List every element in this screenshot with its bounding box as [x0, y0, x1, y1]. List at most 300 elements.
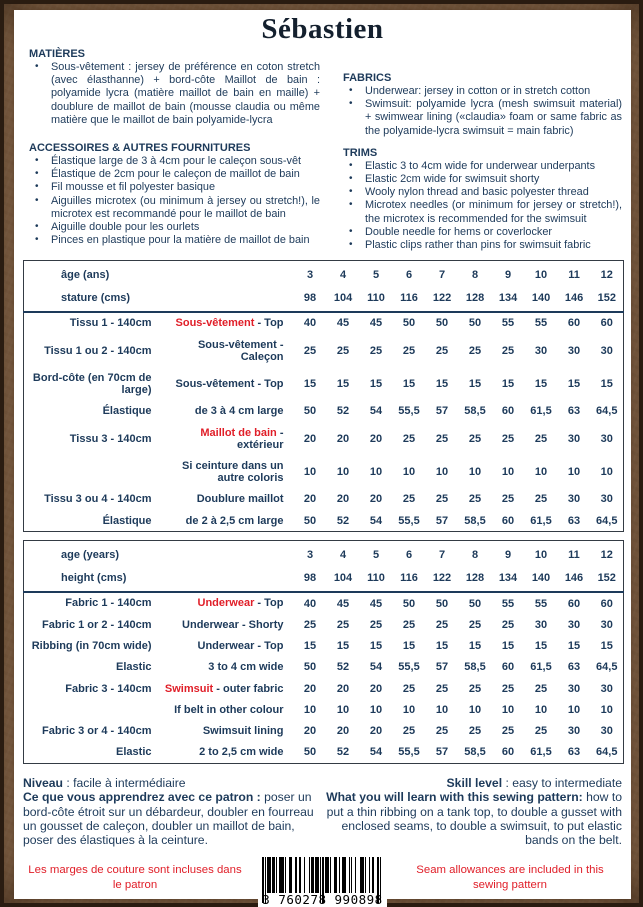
material-cell	[24, 455, 161, 488]
header-label: stature (cms)	[24, 287, 294, 312]
quantity-cell: 25	[501, 618, 515, 631]
quantity-cell: 10	[336, 466, 350, 479]
table-row	[24, 592, 624, 614]
bullet-item: • Swimsuit: polyamide lycra (mesh swimsuit material) + swimwear lining («claudia» foam or same fabric as the polyamide-lycra swimsuit = main fabric)	[365, 98, 622, 138]
quantity-cell: 30	[600, 618, 613, 631]
quantity-cell: 25	[468, 725, 482, 738]
french-column	[23, 48, 320, 252]
apprendrez-text: poser un bord-côte étroit sur un débardeur, doubler en fourreau un gousset de caleçon, doubler un maillot de bain, poser des élastiques à la ceinture.	[23, 790, 314, 848]
item-cell	[161, 592, 294, 614]
header-value: 4	[339, 549, 347, 562]
table-row	[24, 635, 624, 656]
quantity-cell: 30	[567, 618, 581, 631]
item-highlight: Maillot de bain	[200, 426, 277, 439]
quantity-cell: 55	[534, 317, 548, 330]
quantity-cell: 15	[567, 640, 581, 653]
item-text: - Top	[254, 597, 284, 610]
table-row	[24, 510, 624, 532]
quantity-cell: 10	[435, 466, 449, 479]
niveau-label: Niveau	[23, 776, 63, 791]
table-row	[24, 699, 624, 720]
header-value: 98	[294, 287, 327, 312]
quantity-cell: 55,5	[398, 514, 420, 527]
niveau-text: : facile à intermédiaire	[62, 776, 186, 791]
table-row	[24, 721, 624, 742]
item-text: Swimsuit lining	[202, 725, 284, 738]
item-cell	[161, 334, 294, 367]
header-value: 8	[471, 269, 479, 282]
quantity-cell: 50	[435, 317, 449, 330]
material-cell: Tissu 1 ou 2 - 140cm	[44, 344, 152, 357]
item-text: Doublure maillot	[196, 493, 284, 506]
item-highlight: Underwear	[197, 597, 255, 610]
bottom-row	[23, 856, 622, 907]
trims-list	[337, 160, 622, 252]
quantity-cell: 55,5	[398, 661, 420, 674]
quantity-cell: 30	[600, 344, 613, 357]
table-header-row	[24, 567, 624, 592]
quantity-cell: 25	[402, 493, 416, 506]
learn-label: What you will learn with this sewing pattern:	[326, 790, 583, 805]
quantity-cell: 64,5	[596, 661, 618, 674]
header-value: 5	[372, 549, 380, 562]
header-value: 12	[600, 549, 613, 562]
quantity-cell: 57	[435, 514, 449, 527]
quantity-cell: 50	[468, 597, 482, 610]
quantity-cell: 25	[369, 344, 383, 357]
header-value: 9	[504, 269, 512, 282]
quantity-cell: 55	[501, 597, 515, 610]
quantity-cell: 58,5	[464, 661, 486, 674]
header-value: 7	[438, 549, 446, 562]
table-row	[24, 489, 624, 510]
quantity-cell: 63	[567, 661, 581, 674]
quantity-cell: 20	[369, 432, 383, 445]
quantity-cell: 40	[303, 597, 317, 610]
section-accessoires	[23, 142, 320, 247]
quantity-cell: 54	[369, 405, 383, 418]
quantity-cell: 30	[600, 432, 613, 445]
quantity-cell: 30	[600, 682, 613, 695]
quantity-cell: 64,5	[596, 405, 618, 418]
material-cell: Élastique	[102, 405, 152, 418]
quantity-cell: 64,5	[596, 746, 618, 759]
quantity-cell: 15	[600, 640, 613, 653]
quantity-cell: 64,5	[596, 514, 618, 527]
item-cell	[161, 614, 294, 635]
quantity-cell: 50	[402, 317, 416, 330]
item-cell	[161, 312, 294, 334]
bullet-item: • Aiguilles microtex (ou minimum à jersey ou stretch!), le microtex est recommandé pour le maillot de bain	[51, 195, 320, 221]
header-value: 6	[405, 549, 413, 562]
bullet-item: • Double needle for hems or coverlocker	[365, 226, 622, 239]
header-value: 110	[360, 567, 393, 592]
item-text: If belt in other colour	[174, 703, 284, 716]
accessoires-list	[23, 155, 320, 247]
barcode-digits: 3 760278 990898	[262, 892, 383, 907]
quantity-cell: 15	[369, 378, 383, 390]
quantity-cell: 57	[435, 405, 449, 418]
quantity-cell: 25	[402, 618, 416, 631]
item-cell	[161, 742, 294, 764]
item-text: Underwear - Shorty	[182, 618, 284, 631]
item-text: 2 to 2,5 cm wide	[199, 746, 284, 759]
english-size-table-container	[23, 540, 622, 764]
quantity-cell: 63	[567, 746, 581, 759]
table-row	[24, 742, 624, 764]
item-text: - outer fabric	[213, 682, 284, 695]
item-cell	[161, 657, 294, 678]
quantity-cell: 15	[303, 640, 317, 653]
quantity-cell: 25	[468, 618, 482, 631]
quantity-cell: 63	[567, 514, 581, 527]
quantity-cell: 30	[600, 493, 613, 506]
quantity-cell: 58,5	[464, 405, 486, 418]
skill-level-footer	[23, 776, 622, 847]
quantity-cell: 15	[303, 378, 317, 390]
header-value: 122	[426, 287, 459, 312]
header-value: 104	[327, 567, 360, 592]
quantity-cell: 10	[501, 703, 515, 716]
quantity-cell: 45	[336, 317, 350, 330]
quantity-cell: 61,5	[530, 746, 552, 759]
quantity-cell: 15	[336, 640, 350, 653]
quantity-cell: 50	[402, 597, 416, 610]
quantity-cell: 10	[369, 466, 383, 479]
quantity-cell: 25	[402, 432, 416, 445]
quantity-cell: 25	[435, 682, 449, 695]
quantity-cell: 15	[534, 378, 548, 390]
bullet-item: • Élastique de 2cm pour le caleçon de maillot de bain	[51, 168, 320, 181]
header-value: 152	[591, 287, 624, 312]
quantity-cell: 60	[600, 597, 613, 610]
quantity-cell: 63	[567, 405, 581, 418]
quantity-cell: 25	[336, 344, 350, 357]
skill-level-label: Skill level	[446, 776, 503, 791]
quantity-cell: 60	[501, 405, 515, 418]
seam-allowance-note-en: Seam allowances are included in this sewing pattern	[416, 864, 604, 892]
item-cell	[161, 510, 294, 532]
header-value: 116	[393, 567, 426, 592]
quantity-cell: 52	[336, 514, 350, 527]
quantity-cell: 55	[534, 597, 548, 610]
seam-allowance-note-fr: Les marges de couture sont incluses dans le patron	[28, 864, 242, 892]
fabrics-list	[337, 85, 622, 138]
section-trims	[337, 147, 622, 252]
bullet-item: • Underwear: jersey in cotton or in stretch cotton	[365, 85, 622, 98]
item-text: de 2 à 2,5 cm large	[185, 514, 284, 527]
quantity-cell: 30	[567, 682, 581, 695]
fabrics-heading: FABRICS	[343, 72, 392, 84]
item-highlight: Swimsuit	[164, 682, 214, 695]
quantity-cell: 25	[468, 682, 482, 695]
quantity-cell: 30	[534, 618, 548, 631]
quantity-cell: 50	[303, 746, 317, 759]
header-value: 3	[306, 269, 314, 282]
item-cell	[161, 721, 294, 742]
table-header-row	[24, 287, 624, 312]
quantity-cell: 25	[501, 725, 515, 738]
header-value: 104	[327, 287, 360, 312]
header-value: 140	[525, 567, 558, 592]
bullet-item: • Plastic clips rather than pins for swimsuit fabric	[365, 239, 622, 252]
bullet-item: • Fil mousse et fil polyester basique	[51, 181, 320, 194]
french-size-table-container	[23, 260, 622, 532]
quantity-cell: 60	[600, 317, 613, 330]
quantity-cell: 10	[435, 703, 449, 716]
item-cell	[161, 367, 294, 400]
quantity-cell: 45	[369, 317, 383, 330]
quantity-cell: 60	[567, 597, 581, 610]
material-cell: Élastique	[102, 514, 152, 527]
item-text: - Top	[254, 317, 284, 330]
material-cell: Bord-côte (en 70cm de large)	[32, 371, 152, 396]
quantity-cell: 25	[435, 618, 449, 631]
quantity-cell: 15	[468, 640, 482, 653]
quantity-cell: 50	[435, 597, 449, 610]
quantity-cell: 52	[336, 746, 350, 759]
item-cell	[161, 489, 294, 510]
bullet-item: • Sous-vêtement : jersey de préférence en coton stretch (avec élasthanne) + bord-côte Maillot de bain : polyamide lycra (matière maillot de bain en maille) + doublure de maillot de bain (mousse claudia ou même matière que le maillot de bain polyamide-lycra	[51, 61, 320, 127]
section-fabrics	[337, 72, 622, 138]
item-cell	[161, 401, 294, 422]
header-value: 10	[534, 269, 548, 282]
english-column	[320, 48, 622, 252]
quantity-cell: 45	[369, 597, 383, 610]
skill-level-text: : easy to intermediate	[502, 776, 622, 791]
quantity-cell: 25	[402, 682, 416, 695]
page-title: Sébastien	[261, 13, 384, 45]
quantity-cell: 15	[435, 640, 449, 653]
quantity-cell: 61,5	[530, 514, 552, 527]
quantity-cell: 15	[369, 640, 383, 653]
quantity-cell: 60	[567, 317, 581, 330]
header-value: 5	[372, 269, 380, 282]
quantity-cell: 20	[303, 493, 317, 506]
quantity-cell: 30	[567, 432, 581, 445]
header-value: 140	[525, 287, 558, 312]
material-cell: Elastic	[116, 661, 152, 674]
quantity-cell: 10	[468, 703, 482, 716]
quantity-cell: 20	[369, 725, 383, 738]
table-row	[24, 312, 624, 334]
table-row	[24, 657, 624, 678]
quantity-cell: 25	[534, 493, 548, 506]
item-cell	[161, 699, 294, 720]
quantity-cell: 50	[303, 661, 317, 674]
header-value: 146	[558, 567, 591, 592]
quantity-cell: 20	[303, 432, 317, 445]
quantity-cell: 55	[501, 317, 515, 330]
quantity-cell: 50	[303, 405, 317, 418]
quantity-cell: 25	[468, 493, 482, 506]
quantity-cell: 58,5	[464, 514, 486, 527]
table-row	[24, 614, 624, 635]
quantity-cell: 25	[435, 493, 449, 506]
quantity-cell: 30	[567, 725, 581, 738]
quantity-cell: 54	[369, 661, 383, 674]
quantity-cell: 25	[435, 432, 449, 445]
matieres-list	[23, 61, 320, 127]
quantity-cell: 30	[600, 725, 613, 738]
quantity-cell: 25	[534, 432, 548, 445]
quantity-cell: 20	[303, 725, 317, 738]
quantity-cell: 10	[501, 466, 515, 479]
quantity-cell: 10	[369, 703, 383, 716]
quantity-cell: 25	[468, 432, 482, 445]
item-cell	[161, 635, 294, 656]
table-row	[24, 367, 624, 400]
quantity-cell: 10	[534, 466, 548, 479]
matieres-heading: MATIÈRES	[29, 48, 86, 60]
quantity-cell: 54	[369, 514, 383, 527]
header-value: 12	[600, 269, 613, 282]
trims-heading: TRIMS	[343, 146, 378, 159]
quantity-cell: 25	[336, 618, 350, 631]
item-highlight: Sous-vêtement	[175, 317, 255, 330]
quantity-cell: 25	[501, 344, 515, 357]
footer-english	[318, 776, 622, 847]
bullet-item: • Microtex needles (or minimum for jersey or stretch!), the microtex is recommended for the swimsuit	[365, 199, 622, 225]
quantity-cell: 25	[501, 432, 515, 445]
quantity-cell: 10	[600, 703, 613, 716]
material-cell: Fabric 3 or 4 - 140cm	[42, 725, 152, 738]
quantity-cell: 25	[534, 725, 548, 738]
table-row	[24, 334, 624, 367]
quantity-cell: 25	[534, 682, 548, 695]
material-cell: Tissu 3 ou 4 - 140cm	[44, 493, 152, 506]
quantity-cell: 25	[303, 344, 317, 357]
material-cell	[24, 699, 161, 720]
header-value: 10	[534, 549, 548, 562]
header-value: 6	[405, 269, 413, 282]
quantity-cell: 20	[369, 682, 383, 695]
quantity-cell: 40	[303, 317, 317, 330]
quantity-cell: 15	[336, 378, 350, 390]
info-columns	[23, 48, 622, 252]
header-value: 110	[360, 287, 393, 312]
item-text: 3 to 4 cm wide	[208, 661, 284, 674]
quantity-cell: 25	[402, 725, 416, 738]
item-cell	[161, 422, 294, 455]
quantity-cell: 10	[567, 466, 581, 479]
quantity-cell: 10	[567, 703, 581, 716]
quantity-cell: 15	[402, 640, 416, 653]
item-text: Si ceinture dans un autre coloris	[182, 459, 284, 485]
quantity-cell: 54	[369, 746, 383, 759]
learn-text: how to put a thin ribbing on a tank top, to double a gusset with enclosed seams, to double a swimsuit, to put elastic bands on the belt.	[326, 790, 622, 848]
quantity-cell: 30	[567, 493, 581, 506]
quantity-cell: 25	[369, 618, 383, 631]
quantity-cell: 20	[336, 725, 350, 738]
material-cell: Fabric 3 - 140cm	[65, 682, 152, 695]
quantity-cell: 15	[600, 378, 613, 390]
header-value: 11	[568, 549, 580, 562]
quantity-cell: 10	[402, 466, 416, 479]
quantity-cell: 30	[534, 344, 548, 357]
quantity-cell: 25	[501, 493, 515, 506]
quantity-cell: 20	[303, 682, 317, 695]
quantity-cell: 15	[501, 378, 515, 390]
item-text: Sous-vêtement - Top	[175, 377, 284, 390]
quantity-cell: 25	[435, 344, 449, 357]
table-header-row	[24, 261, 624, 288]
quantity-cell: 61,5	[530, 405, 552, 418]
header-value: 128	[459, 287, 492, 312]
quantity-cell: 10	[336, 703, 350, 716]
quantity-cell: 55,5	[398, 405, 420, 418]
size-table	[23, 540, 624, 764]
quantity-cell: 15	[567, 378, 581, 390]
header-label: âge (ans)	[61, 269, 110, 282]
bullet-item: • Wooly nylon thread and basic polyester thread	[365, 186, 622, 199]
quantity-cell: 30	[567, 344, 581, 357]
quantity-cell: 60	[501, 661, 515, 674]
item-text: de 3 à 4 cm large	[194, 405, 284, 418]
bullet-item: • Elastic 3 to 4cm wide for underwear underpants	[365, 160, 622, 173]
bullet-item: • Pinces en plastique pour la matière de maillot de bain	[51, 234, 320, 247]
quantity-cell: 60	[501, 514, 515, 527]
header-label: age (years)	[61, 549, 120, 562]
quantity-cell: 15	[435, 378, 449, 390]
item-cell	[161, 455, 294, 488]
quantity-cell: 20	[369, 493, 383, 506]
quantity-cell: 15	[402, 378, 416, 390]
quantity-cell: 52	[336, 661, 350, 674]
material-cell: Fabric 1 - 140cm	[65, 597, 152, 610]
quantity-cell: 50	[468, 317, 482, 330]
quantity-cell: 10	[303, 703, 317, 716]
quantity-cell: 57	[435, 661, 449, 674]
quantity-cell: 10	[468, 466, 482, 479]
header-value: 128	[459, 567, 492, 592]
header-value: 98	[294, 567, 327, 592]
quantity-cell: 58,5	[464, 746, 486, 759]
material-cell: Tissu 1 - 140cm	[69, 317, 152, 330]
table-row	[24, 401, 624, 422]
table-header-row	[24, 541, 624, 568]
quantity-cell: 25	[468, 344, 482, 357]
bullet-item: • Aiguille double pour les ourlets	[51, 221, 320, 234]
header-value: 3	[306, 549, 314, 562]
quantity-cell: 20	[336, 682, 350, 695]
bullet-item: • Elastic 2cm wide for swimsuit shorty	[365, 173, 622, 186]
quantity-cell: 60	[501, 746, 515, 759]
quantity-cell: 25	[435, 725, 449, 738]
footer-french	[23, 776, 318, 847]
quantity-cell: 45	[336, 597, 350, 610]
barcode	[258, 856, 386, 907]
header-value: 152	[591, 567, 624, 592]
bullet-item: • Élastique large de 3 à 4cm pour le caleçon sous-vêt	[51, 155, 320, 168]
material-cell: Tissu 3 - 140cm	[69, 432, 152, 445]
header-value: 134	[492, 287, 525, 312]
table-row	[24, 455, 624, 488]
quantity-cell: 10	[303, 466, 317, 479]
material-cell: Ribbing (in 70cm wide)	[31, 640, 152, 653]
header-label: height (cms)	[24, 567, 294, 592]
table-row	[24, 422, 624, 455]
quantity-cell: 57	[435, 746, 449, 759]
quantity-cell: 15	[501, 640, 515, 653]
item-text: Underwear - Top	[197, 640, 284, 653]
quantity-cell: 50	[303, 514, 317, 527]
header-value: 134	[492, 567, 525, 592]
apprendrez-label: Ce que vous apprendrez avec ce patron :	[23, 790, 261, 805]
quantity-cell: 10	[600, 466, 613, 479]
quantity-cell: 52	[336, 405, 350, 418]
quantity-cell: 61,5	[530, 661, 552, 674]
